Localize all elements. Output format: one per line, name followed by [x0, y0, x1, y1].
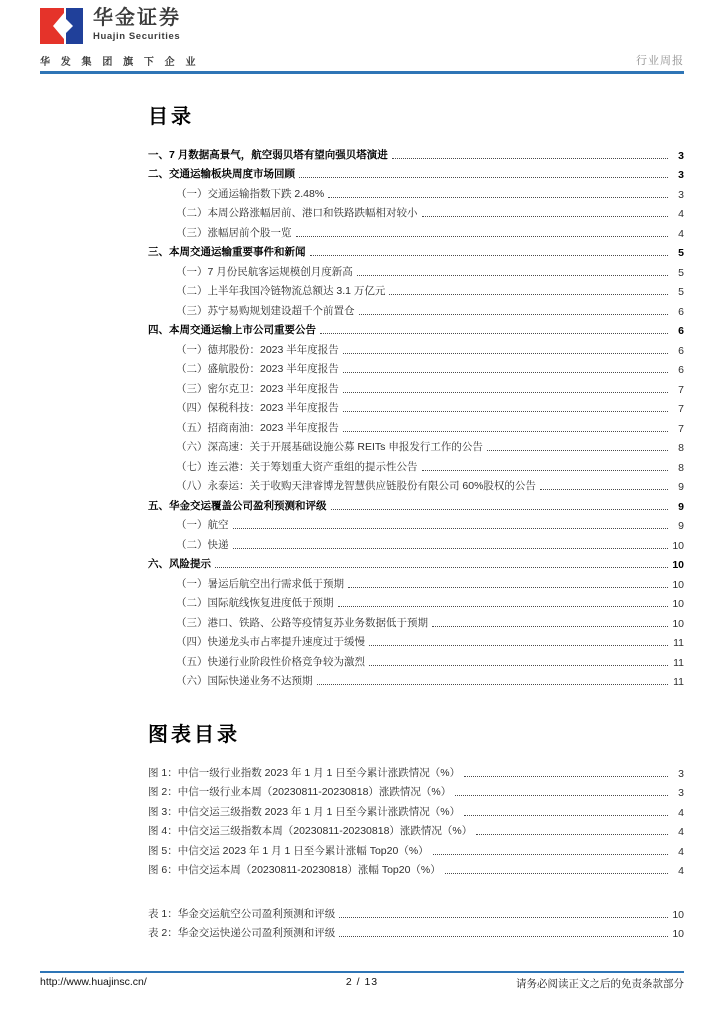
dot-leader — [464, 776, 668, 777]
toc-entry[interactable] — [148, 396, 684, 416]
table-entry-label: 表 1：华金交运航空公司盈利预测和评级 — [148, 907, 336, 920]
figure-entry-label: 图 1：中信一级行业指数 2023 年 1 月 1 日至今累计涨跌情况（%） — [148, 766, 461, 779]
dot-leader — [540, 489, 668, 490]
toc-entry-page: 10 — [672, 598, 684, 610]
figure-entry[interactable] — [148, 780, 684, 800]
toc-entry-label: （八）永泰运：关于收购天津睿博龙智慧供应链股份有限公司 60%股权的公告 — [176, 480, 536, 492]
figure-list — [148, 760, 684, 877]
toc-entry-page: 7 — [678, 403, 684, 415]
dot-leader — [343, 431, 668, 432]
dot-leader — [422, 216, 669, 217]
figure-entry[interactable] — [148, 819, 684, 839]
dot-leader — [359, 314, 669, 315]
dot-leader — [357, 275, 668, 276]
report-type-label: 行业周报 — [636, 55, 684, 67]
toc-entry-label: （六）国际快递业务不达预期 — [176, 675, 313, 687]
toc-entry[interactable] — [148, 220, 684, 240]
footer-divider — [40, 971, 684, 973]
toc-entry-page: 7 — [678, 422, 684, 435]
figure-entry-label: 图 4：中信交运三级指数本周（20230811-20230818）涨跌情况（%） — [148, 825, 473, 837]
dot-leader — [476, 834, 668, 835]
toc-entry-label: （一）航空 — [176, 519, 229, 531]
figure-entry-page: 4 — [678, 865, 684, 877]
page-header — [0, 0, 724, 74]
table-entry[interactable] — [148, 921, 684, 941]
dot-leader — [455, 795, 668, 796]
toc-entry[interactable] — [148, 279, 684, 299]
toc-entry[interactable] — [148, 513, 684, 533]
figure-entry-page: 3 — [678, 787, 684, 799]
toc-entry[interactable] — [148, 201, 684, 221]
toc-entry-page: 9 — [678, 520, 684, 532]
toc-title: 目录 — [148, 106, 194, 128]
toc-entry[interactable] — [148, 376, 684, 396]
dot-leader — [233, 548, 669, 549]
toc-entry-page: 5 — [678, 286, 684, 298]
toc-entry-label: （三）港口、铁路、公路等疫情复苏业务数据低于预期 — [176, 616, 428, 629]
header-divider — [40, 71, 684, 74]
dot-leader — [343, 411, 668, 412]
dot-leader — [215, 567, 668, 568]
toc-entry[interactable] — [148, 142, 684, 162]
toc-entry-page: 5 — [678, 247, 684, 259]
toc-page-body — [148, 100, 684, 940]
dot-leader — [296, 236, 669, 237]
figure-entry-page: 4 — [678, 826, 684, 838]
page-number: 2 / 13 — [345, 976, 379, 988]
toc-entry-page: 6 — [678, 364, 684, 376]
toc-entry-page: 10 — [672, 617, 684, 630]
toc-entry-label: 一、7 月数据高景气，航空弱贝塔有望向强贝塔演进 — [148, 148, 388, 161]
brand-text — [93, 8, 181, 42]
dot-leader — [331, 509, 669, 510]
toc-entry-label: （一）德邦股份：2023 半年度报告 — [176, 343, 339, 356]
dot-leader — [328, 197, 668, 198]
figure-entry-label: 图 3：中信交运三级指数 2023 年 1 月 1 日至今累计涨跌情况（%） — [148, 805, 461, 818]
figures-title: 图表目录 — [148, 724, 240, 746]
toc-entry-page: 3 — [678, 169, 684, 181]
toc-entry-page: 3 — [678, 149, 684, 162]
toc-entry[interactable] — [148, 337, 684, 357]
dot-leader — [320, 333, 668, 334]
toc-entry-label: （三）密尔克卫：2023 半年度报告 — [176, 382, 339, 395]
toc-entry-page: 6 — [678, 344, 684, 357]
brand-name-en: Huajin Securities — [93, 31, 181, 42]
dot-leader — [422, 470, 669, 471]
toc-entry-page: 10 — [672, 578, 684, 591]
toc-entry[interactable] — [148, 610, 684, 630]
toc-entry-label: （五）快递行业阶段性价格竞争较为激烈 — [176, 655, 365, 668]
figure-entry[interactable] — [148, 838, 684, 858]
toc-entry[interactable] — [148, 181, 684, 201]
toc-entry-page: 11 — [673, 676, 684, 688]
toc-entry-page: 9 — [678, 500, 684, 513]
figure-entry[interactable] — [148, 799, 684, 819]
dot-leader — [339, 917, 668, 918]
dot-leader — [299, 177, 668, 178]
table-list — [148, 901, 684, 940]
toc-entry-label: （三）涨幅居前个股一览 — [176, 226, 292, 239]
dot-leader — [338, 606, 669, 607]
toc-entry-label: 五、华金交运覆盖公司盈利预测和评级 — [148, 499, 327, 512]
toc-entry-label: 三、本周交通运输重要事件和新闻 — [148, 246, 306, 258]
toc-entry-label: （七）连云港：关于筹划重大资产重组的提示性公告 — [176, 460, 418, 473]
figure-entry-page: 3 — [678, 767, 684, 780]
toc-entry[interactable] — [148, 649, 684, 669]
toc-entry-page: 11 — [673, 637, 684, 649]
dot-leader — [343, 372, 668, 373]
brand-name-cn: 华金证券 — [93, 7, 181, 29]
figure-entry[interactable] — [148, 858, 684, 878]
toc-entry[interactable] — [148, 493, 684, 513]
toc-entry-label: （二）本周公路涨幅居前、港口和铁路跌幅相对较小 — [176, 207, 418, 219]
dot-leader — [392, 158, 668, 159]
table-entry-page: 10 — [672, 908, 684, 921]
toc-entry-page: 5 — [678, 266, 684, 279]
toc-entry-page: 3 — [678, 188, 684, 201]
toc-entry-page: 10 — [672, 559, 684, 571]
toc-entry-page: 9 — [678, 481, 684, 493]
toc-entry-label: 六、风险提示 — [148, 558, 211, 570]
toc-entry-label: 四、本周交通运输上市公司重要公告 — [148, 324, 316, 336]
figure-entry-page: 4 — [678, 806, 684, 819]
dot-leader — [343, 392, 668, 393]
toc-entry-label: （四）快递龙头市占率提升速度过于缓慢 — [176, 636, 365, 648]
toc-entry-label: （一）交通运输指数下跌 2.48% — [176, 187, 325, 200]
dot-leader — [339, 936, 668, 937]
dot-leader — [369, 645, 668, 646]
figure-entry-label: 图 2：中信一级行业本周（20230811-20230818）涨跌情况（%） — [148, 786, 452, 798]
dot-leader — [310, 255, 669, 256]
table-entry[interactable] — [148, 901, 684, 921]
website-link[interactable]: http://www.huajinsc.cn/ — [40, 976, 147, 988]
toc-entry-page: 7 — [678, 383, 684, 396]
disclaimer-text: 请务必阅读正文之后的免责条款部分 — [516, 978, 684, 990]
toc-entry-page: 10 — [672, 539, 684, 552]
toc-entry[interactable] — [148, 415, 684, 435]
dot-leader — [487, 450, 668, 451]
toc-entry-page: 6 — [678, 305, 684, 318]
toc-entry-page: 8 — [678, 442, 684, 454]
table-entry-page: 10 — [672, 928, 684, 940]
dot-leader — [369, 665, 668, 666]
toc-entry-label: （六）深高速：关于开展基础设施公募 REITs 申报发行工作的公告 — [176, 441, 483, 453]
toc-entry-page: 8 — [678, 461, 684, 474]
toc-entry[interactable] — [148, 240, 684, 260]
toc-entry-label: （一）7 月份民航客运规模创月度新高 — [176, 265, 353, 278]
toc-entry[interactable] — [148, 162, 684, 182]
toc-entry-page: 6 — [678, 325, 684, 337]
toc-entry-page: 4 — [678, 227, 684, 240]
figure-entry-label: 图 5：中信交运 2023 年 1 月 1 日至今累计涨幅 Top20（%） — [148, 844, 429, 857]
toc-entry[interactable] — [148, 298, 684, 318]
dot-leader — [389, 294, 668, 295]
toc-entry[interactable] — [148, 532, 684, 552]
dot-leader — [343, 353, 668, 354]
toc-entry-label: （二）快递 — [176, 538, 229, 551]
toc-entry[interactable] — [148, 357, 684, 377]
dot-leader — [432, 626, 668, 627]
toc-entry-label: 二、交通运输板块周度市场回顾 — [148, 168, 295, 180]
toc-entry-label: （二）上半年我国冷链物流总额达 3.1 万亿元 — [176, 285, 386, 297]
dot-leader — [445, 873, 668, 874]
toc-entry[interactable] — [148, 591, 684, 611]
toc-entry[interactable] — [148, 259, 684, 279]
toc-entry-label: （二）国际航线恢复进度低于预期 — [176, 597, 334, 609]
brand-block — [40, 8, 684, 49]
dot-leader — [433, 854, 668, 855]
toc-entry-label: （一）暑运后航空出行需求低于预期 — [176, 577, 344, 590]
toc-entry[interactable] — [148, 669, 684, 689]
toc-entry-label: （四）保税科技：2023 半年度报告 — [176, 402, 339, 414]
toc-entry-label: （五）招商南油：2023 半年度报告 — [176, 421, 339, 434]
table-entry-label: 表 2：华金交运快递公司盈利预测和评级 — [148, 927, 336, 939]
toc-entry[interactable] — [148, 630, 684, 650]
toc-entry-page: 11 — [673, 656, 684, 669]
toc-entry[interactable] — [148, 474, 684, 494]
toc-entry[interactable] — [148, 435, 684, 455]
toc-entry[interactable] — [148, 318, 684, 338]
toc-entry-label: （三）苏宁易购规划建设超千个前置仓 — [176, 304, 355, 317]
dot-leader — [233, 528, 669, 529]
figure-entry[interactable] — [148, 760, 684, 780]
figure-entry-label: 图 6：中信交运本周（20230811-20230818）涨幅 Top20（%） — [148, 864, 441, 876]
toc-entry[interactable] — [148, 454, 684, 474]
brand-tagline: 华 发 集 团 旗 下 企 业 — [40, 57, 200, 68]
page-footer — [40, 971, 684, 991]
toc-entry[interactable] — [148, 552, 684, 572]
toc-list — [148, 142, 684, 688]
dot-leader — [464, 815, 668, 816]
huajin-logo-icon — [40, 8, 84, 49]
toc-entry-label: （二）盛航股份：2023 半年度报告 — [176, 363, 339, 375]
dot-leader — [317, 684, 669, 685]
figure-entry-page: 4 — [678, 845, 684, 858]
dot-leader — [348, 587, 668, 588]
toc-entry[interactable] — [148, 571, 684, 591]
toc-entry-page: 4 — [678, 208, 684, 220]
